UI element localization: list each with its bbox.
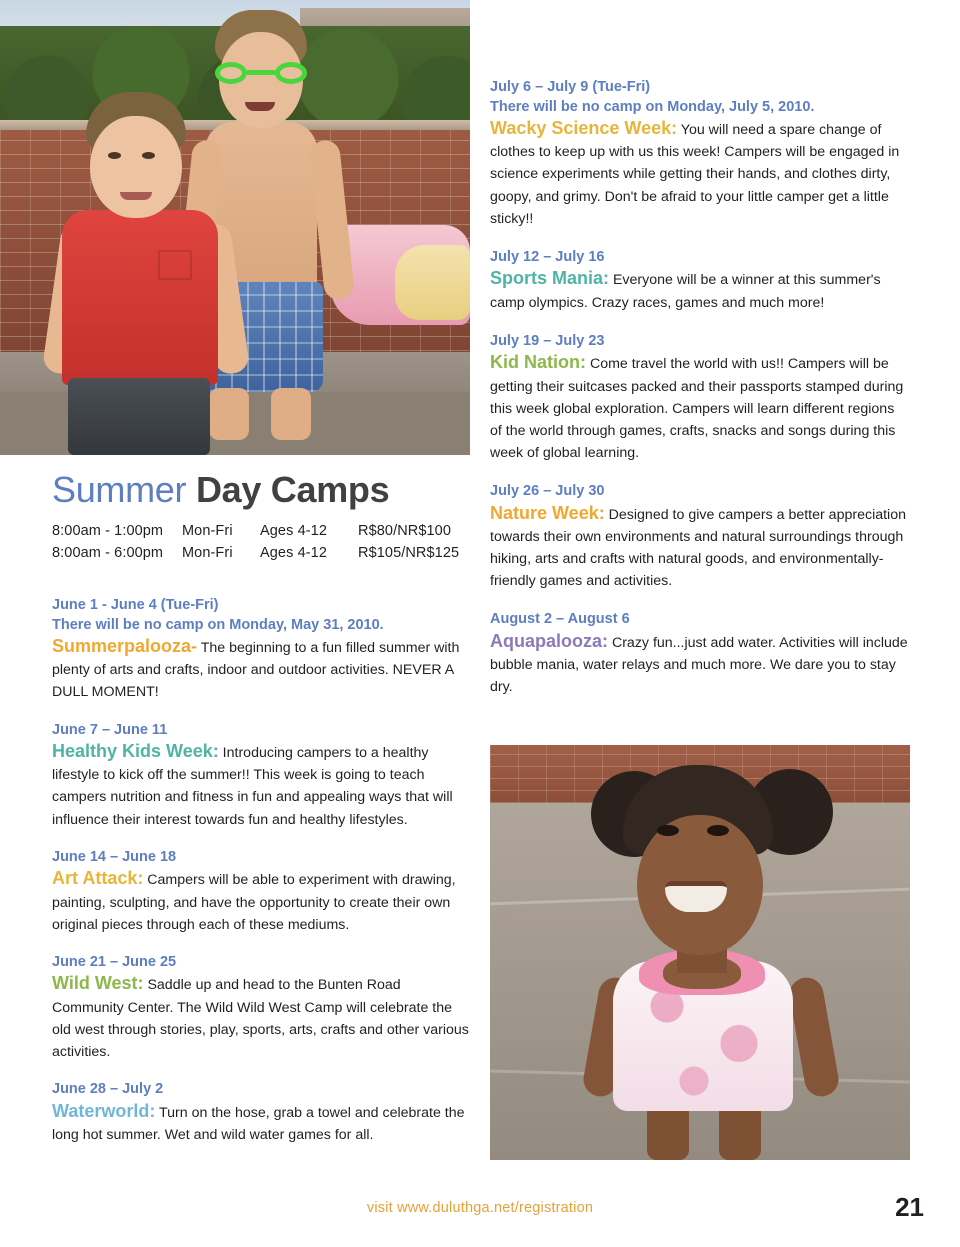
page-title — [52, 470, 472, 510]
camp-body-text: Crazy fun...just add water. Activities will include bubble mania, water relays and much more. We dare you to stay dry. — [490, 634, 908, 696]
camp-entry-nature-week — [490, 482, 910, 592]
rate-price: R$80/NR$100 — [358, 522, 451, 539]
camp-body-text: Introducing campers to a healthy lifestyle to kick off the summer!! This week is going to teach campers nutrition and fitness in fun and appealing ways that will influence their interest towards fun and healthy lifestyles. — [52, 745, 453, 828]
mouth — [245, 102, 275, 111]
goggle-bridge — [247, 70, 275, 75]
camp-name: Wacky Science Week: — [490, 118, 678, 139]
camp-name: Wild West: — [52, 973, 144, 994]
camp-description — [490, 352, 910, 464]
dark-shorts — [68, 378, 210, 455]
camp-entry-kid-nation — [490, 332, 910, 464]
camp-entry-art-attack — [52, 848, 472, 936]
page-number: 21 — [895, 1192, 924, 1222]
camp-entry-waterworld — [52, 1080, 472, 1146]
right-eye — [707, 825, 729, 836]
head — [90, 116, 182, 218]
camp-entry-healthy-kids-week — [52, 721, 472, 831]
camp-body-text: Designed to give campers a better appreciation towards their own environments and natural surroundings through hiking, arts and crafts with natural goods, and environmentally-friendly games and activities. — [490, 506, 906, 590]
camp-note: There will be no camp on Monday, July 5, 2010. — [490, 98, 815, 115]
camp-name: Summerpalooza- — [52, 636, 198, 657]
camp-name: Nature Week: — [490, 502, 605, 523]
camp-body-text: Campers will be able to experiment with drawing, painting, sculpting, and have the opportunity to create their own original pieces through each of these mediums. — [52, 872, 456, 933]
red-shirt — [62, 210, 218, 385]
rate-time: 8:00am - 6:00pm — [52, 545, 164, 562]
camp-description — [490, 268, 910, 313]
camp-dates: July 26 – July 30 — [490, 483, 605, 500]
camp-dates: August 2 – August 6 — [490, 611, 630, 628]
page-title-block — [52, 470, 472, 565]
camp-body-text: Everyone will be a winner at this summer's camp olympics. Crazy races, games and much more! — [490, 272, 881, 311]
right-leg — [271, 388, 311, 440]
camp-description — [490, 118, 910, 230]
camp-name: Healthy Kids Week: — [52, 741, 219, 762]
camp-note: There will be no camp on Monday, May 31, 2010. — [52, 616, 384, 633]
camp-dates: July 19 – July 23 — [490, 332, 605, 349]
camp-entry-sports-mania — [490, 248, 910, 314]
right-eye — [142, 152, 155, 159]
camp-description — [52, 868, 472, 935]
page-title-part-one: Summer — [52, 469, 187, 510]
goggle-lens-right — [275, 62, 307, 84]
goggle-lens-left — [215, 62, 247, 84]
rate-row — [52, 542, 472, 564]
camp-description — [490, 631, 910, 698]
camp-entry-summerpalooza — [52, 596, 472, 704]
left-leg — [647, 1103, 689, 1160]
camp-body-text: Turn on the hose, grab a towel and celebrate the long hot summer. Wet and wild water games for all. — [52, 1104, 465, 1143]
left-eye — [108, 152, 121, 159]
rate-ages: Ages 4-12 — [260, 522, 327, 539]
camp-entry-wild-west — [52, 953, 472, 1063]
two-boys-outdoors-photo — [0, 0, 470, 455]
camp-entry-aquapalooza — [490, 610, 910, 698]
rate-days: Mon-Fri — [182, 545, 233, 562]
camp-name: Waterworld: — [52, 1100, 156, 1121]
rate-ages: Ages 4-12 — [260, 545, 327, 562]
page-footer — [0, 1192, 960, 1236]
camp-description — [52, 973, 472, 1063]
camp-name: Kid Nation: — [490, 352, 586, 373]
green-goggles-icon — [213, 62, 309, 84]
camp-name: Sports Mania: — [490, 268, 610, 289]
girl-figure — [585, 763, 835, 1160]
rate-row — [52, 520, 472, 542]
camp-body-text: You will need a spare change of clothes to keep up with us this week! Campers will be engaged in science experiments while getting their hands, and clothes dirty, goopy, and grimy. Don't be afraid to your little camper get a little sticky!! — [490, 122, 900, 227]
camp-description — [52, 636, 472, 703]
registration-link[interactable]: visit www.duluthga.net/registration — [366, 1200, 594, 1216]
camp-name: Aquapalooza: — [490, 630, 609, 651]
camp-description — [52, 741, 472, 831]
smiling-girl-photo — [490, 745, 910, 1160]
mouth — [120, 192, 152, 200]
camp-dates: July 12 – July 16 — [490, 248, 605, 265]
camp-dates: June 1 - June 4 (Tue-Fri) — [52, 597, 219, 613]
camp-description — [52, 1101, 472, 1146]
left-eye — [657, 825, 679, 836]
rate-time: 8:00am - 1:00pm — [52, 522, 164, 539]
camp-description — [490, 503, 910, 593]
camp-dates: June 21 – June 25 — [52, 953, 177, 970]
right-leg — [719, 1103, 761, 1160]
page-title-part-two: Day Camps — [195, 469, 390, 510]
rate-price: R$105/NR$125 — [358, 545, 460, 562]
camp-body-text: The beginning to a fun filled summer with plenty of arts and crafts, indoor and outdoor activities. NEVER A DULL MOMENT! — [52, 640, 460, 701]
rates-table — [52, 520, 472, 565]
shirt-pocket — [158, 250, 192, 280]
camp-dates: July 6 – July 9 (Tue-Fri) — [490, 79, 651, 95]
camp-dates: June 28 – July 2 — [52, 1081, 164, 1097]
camp-listings-left-column — [52, 596, 472, 1163]
camp-name: Art Attack: — [52, 868, 144, 889]
rate-days: Mon-Fri — [182, 522, 233, 539]
camp-body-text: Saddle up and head to the Bunten Road Community Center. The Wild Wild West Camp will celebrate the old west through stories, play, sports, arts, crafts and other various activities. — [52, 977, 469, 1060]
boy-in-red-shirt — [60, 92, 230, 455]
camp-dates: June 14 – June 18 — [52, 848, 177, 865]
camp-entry-wacky-science-week — [490, 78, 910, 230]
camp-dates: June 7 – June 11 — [52, 721, 168, 738]
camp-body-text: Come travel the world with us!! Campers will be getting their suitcases packed and their passports stamped during this week global exploration. Campers will learn different regions of the world through games, crafts, snacks and songs during this week of global learning. — [490, 356, 904, 461]
right-arm — [787, 975, 841, 1099]
yellow-towel — [395, 245, 470, 320]
